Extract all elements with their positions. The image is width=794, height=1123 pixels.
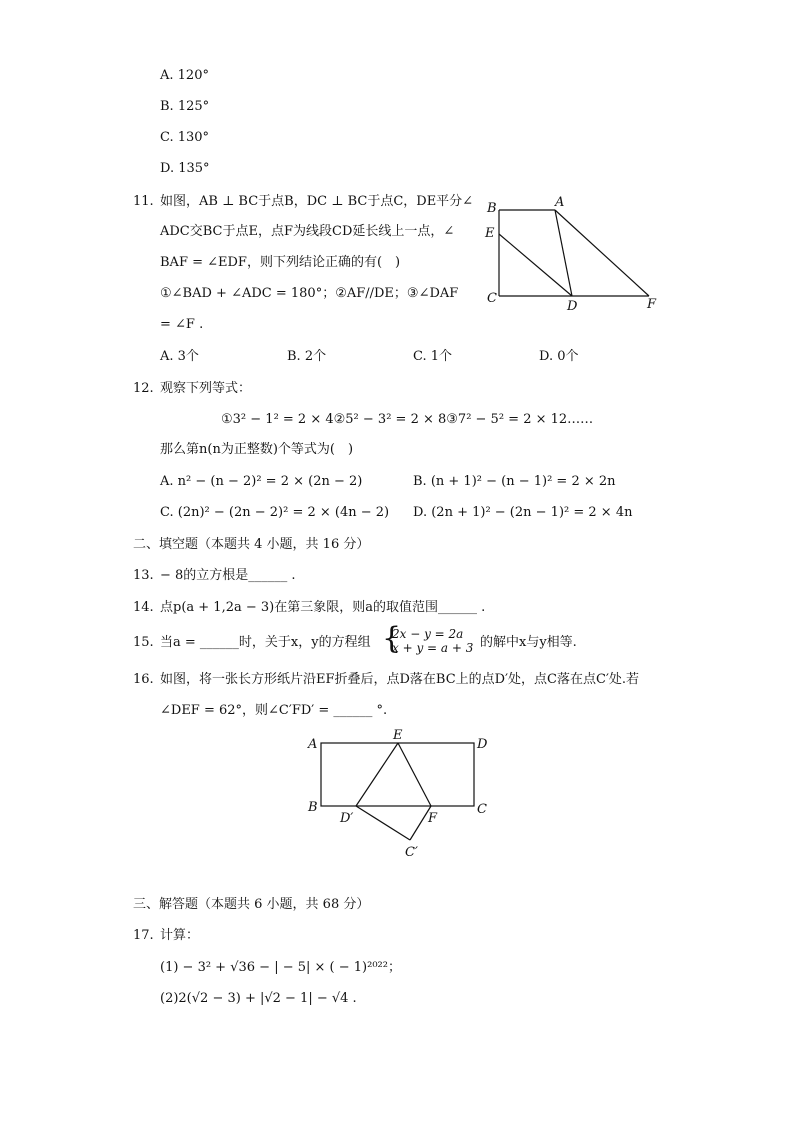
section-3-title: 三、解答题（本题共 6 小题，共 68 分） [133,897,370,912]
q13-number: 13. [133,568,154,583]
q12-question: 那么第n(n为正整数)个等式为( ) [160,442,354,457]
q15-number: 15. [133,635,154,650]
q11-option-d: D. 0个 [539,349,579,364]
q13-text: − 8的立方根是______ . [160,568,296,583]
q16-label-c-prime: C′ [405,845,418,860]
q11-line-3: BAF = ∠EDF，则下列结论正确的有( ) [160,255,401,270]
q11-line-5: = ∠F . [160,317,204,332]
q16-line-2: ∠DEF = 62°，则∠C′FD′ = ______ °. [160,703,388,718]
section-2-title: 二、填空题（本题共 4 小题，共 16 分） [133,537,370,552]
q11-line-4: ①∠BAD + ∠ADC = 180°；②AF//DE；③∠DAF [160,286,459,301]
q16-label-e: E [393,728,403,743]
q11-label-b: B [487,201,497,216]
q17-part-1: (1) − 3² + √36 − | − 5| × ( − 1)²⁰²²； [160,960,401,975]
q12-stem: 观察下列等式： [160,381,252,396]
q16-label-d-prime: D′ [340,811,354,826]
q17-number: 17. [133,928,154,943]
q16-figure [300,725,500,865]
q11-label-a: A [555,195,565,210]
q10-option-c: C. 130° [160,130,210,145]
q12-number: 12. [133,381,154,396]
q11-option-b: B. 2个 [287,349,327,364]
q16-label-a: A [308,737,318,752]
q15-eq-1: 2x − y = 2a [392,627,464,641]
q11-option-c: C. 1个 [413,349,453,364]
q15-after: 的解中x与y相等. [480,635,577,650]
q16-label-c: C [477,802,487,817]
q11-number: 11. [133,194,154,209]
q16-label-b: B [308,800,318,815]
q11-option-a: A. 3个 [160,349,199,364]
q11-label-d: D [567,299,578,314]
q16-label-f: F [428,811,438,826]
q15-eq-2: x + y = a + 3 [392,641,474,655]
q12-option-c: C. (2n)² − (2n − 2)² = 2 × (4n − 2) [160,505,390,520]
q12-option-d: D. (2n + 1)² − (2n − 1)² = 2 × 4n [413,505,633,520]
q11-line-2: ADC交BC于点E，点F为线段CD延长线上一点，∠ [160,224,455,239]
q10-option-d: D. 135° [160,161,210,176]
q11-label-c: C [487,291,497,306]
q11-label-e: E [485,226,495,241]
q12-option-b: B. (n + 1)² − (n − 1)² = 2 × 2n [413,474,616,489]
q12-equations: ①3² − 1² = 2 × 4②5² − 3² = 2 × 8③7² − 5² = 2 × 12…… [221,412,594,427]
q15-brace: { [382,621,402,656]
q11-figure [475,190,675,315]
q14-text: 点p(a + 1,2a − 3)在第三象限，则a的取值范围______ . [160,600,486,615]
q17-part-2: (2)2(√2 − 3) + |√2 − 1| − √4 . [160,991,357,1006]
q17-stem: 计算： [160,928,200,943]
q15-before: 当a = ______时，关于x，y的方程组 [160,635,371,650]
q10-option-a: A. 120° [160,68,209,83]
q14-number: 14. [133,600,154,615]
q16-label-d: D [477,737,488,752]
q11-label-f: F [647,297,657,312]
q11-line-1: 如图，AB ⊥ BC于点B，DC ⊥ BC于点C，DE平分∠ [160,194,474,209]
q16-number: 16. [133,672,154,687]
q10-option-b: B. 125° [160,99,210,114]
q12-option-a: A. n² − (n − 2)² = 2 × (2n − 2) [160,474,363,489]
q16-line-1: 如图，将一张长方形纸片沿EF折叠后，点D落在BC上的点D′处，点C落在点C′处.若 [160,672,640,687]
